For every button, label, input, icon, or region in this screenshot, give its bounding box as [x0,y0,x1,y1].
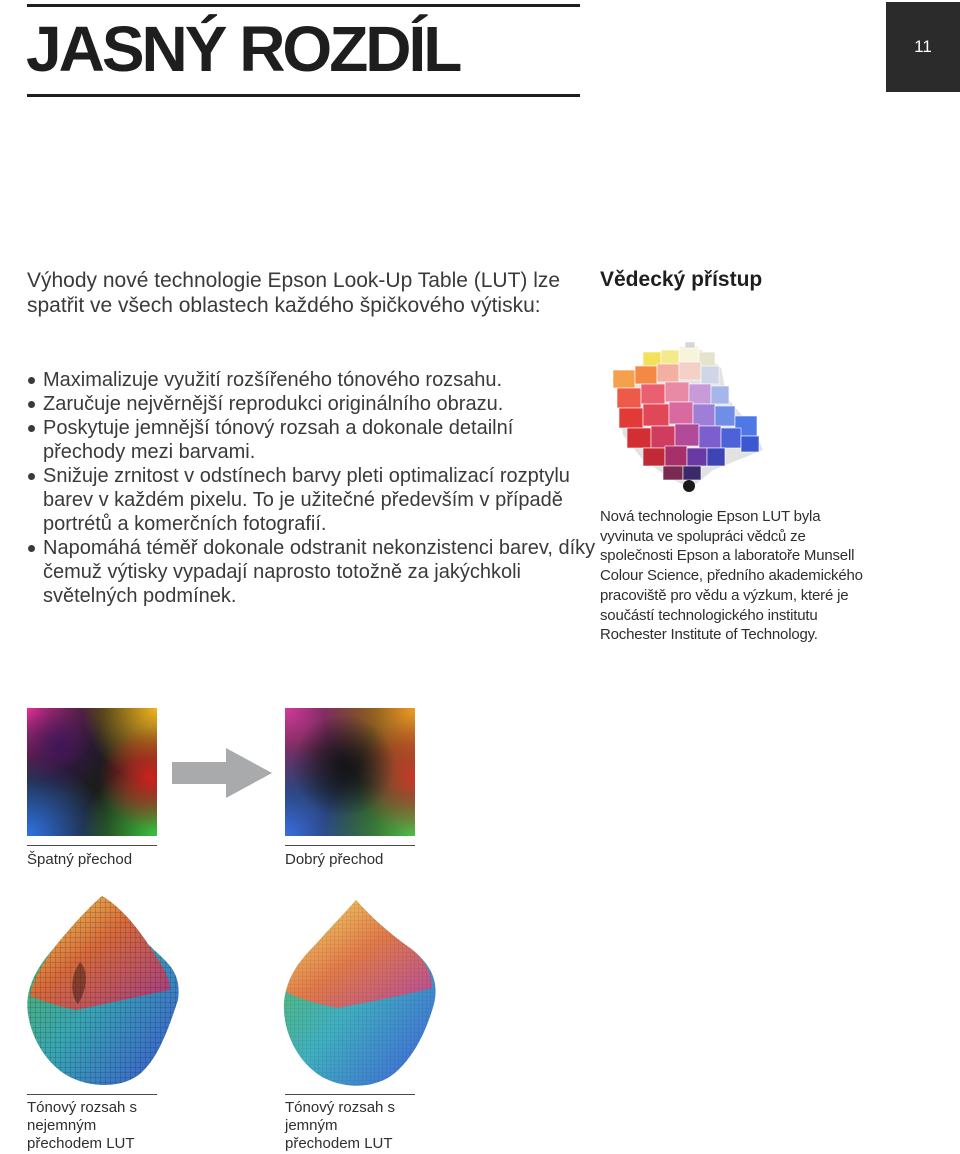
bullet-icon [28,377,35,384]
list-item-text: Snižuje zrnitost v odstínech barvy pleti optimalizací rozptylu barev v každém pixelu. To je užitečné především v případě portrétů a komerčních fotografií. [43,465,570,535]
bullet-icon [28,425,35,432]
sidebar-heading: Vědecký přístup [600,268,763,291]
caption-rule [285,1094,415,1095]
list-item-text: Poskytuje jemnější tónový rozsah a dokonale detailní přechody mezi barvami. [43,417,514,463]
title-rule-bottom [27,94,580,97]
bad-transition-caption: Špatný přechod [27,851,133,868]
coarse-tonal-caption: Tónový rozsah s nejemným přechodem LUT [27,1099,138,1152]
caption-rule [27,1094,157,1095]
list-item [27,416,597,464]
caption-rule [285,845,415,846]
sidebar-paragraph: Nová technologie Epson LUT byla vyvinuta ve spolupráci vědců ze společnosti Epson a laboratoře Munsell Colour Science, předního akademického pracoviště pro vědu a výzkum, které je součástí technologického institutu Rochester Institute of Technology. [600,508,863,644]
page-number: 11 [886,2,960,92]
smooth-gamut-solid [278,892,448,1092]
good-transition-caption: Dobrý přechod [285,851,384,868]
list-item [27,368,597,392]
bad-gradient-swatch [27,708,157,836]
good-gradient-swatch [285,708,415,836]
bullet-icon [28,545,35,552]
smooth-tonal-caption: Tónový rozsah s jemným přechodem LUT [285,1099,396,1152]
coarse-gamut-solid [20,892,190,1092]
caption-rule [27,845,157,846]
list-item-text: Zaručuje nejvěrnější reprodukci originálního obrazu. [43,393,504,415]
list-item [27,536,597,608]
list-item-text: Maximalizuje využití rozšířeného tónového rozsahu. [43,369,503,391]
title-rule-top [27,4,580,7]
bullet-icon [28,401,35,408]
benefits-list [27,368,597,608]
page-title: JASNÝ ROZDÍL [26,13,460,85]
color-gamut-illustration [603,340,773,495]
intro-paragraph: Výhody nové technologie Epson Look-Up Table (LUT) lze spatřit ve všech oblastech každého špičkového výtisku: [27,269,561,317]
bullet-icon [28,473,35,480]
arrow-right-icon [172,748,272,798]
list-item [27,392,597,416]
list-item [27,464,597,536]
list-item-text: Napomáhá téměř dokonale odstranit nekonzistenci barev, díky čemuž výtisky vypadají naprosto totožně za jakýchkoli světelných podmínek. [43,537,596,607]
